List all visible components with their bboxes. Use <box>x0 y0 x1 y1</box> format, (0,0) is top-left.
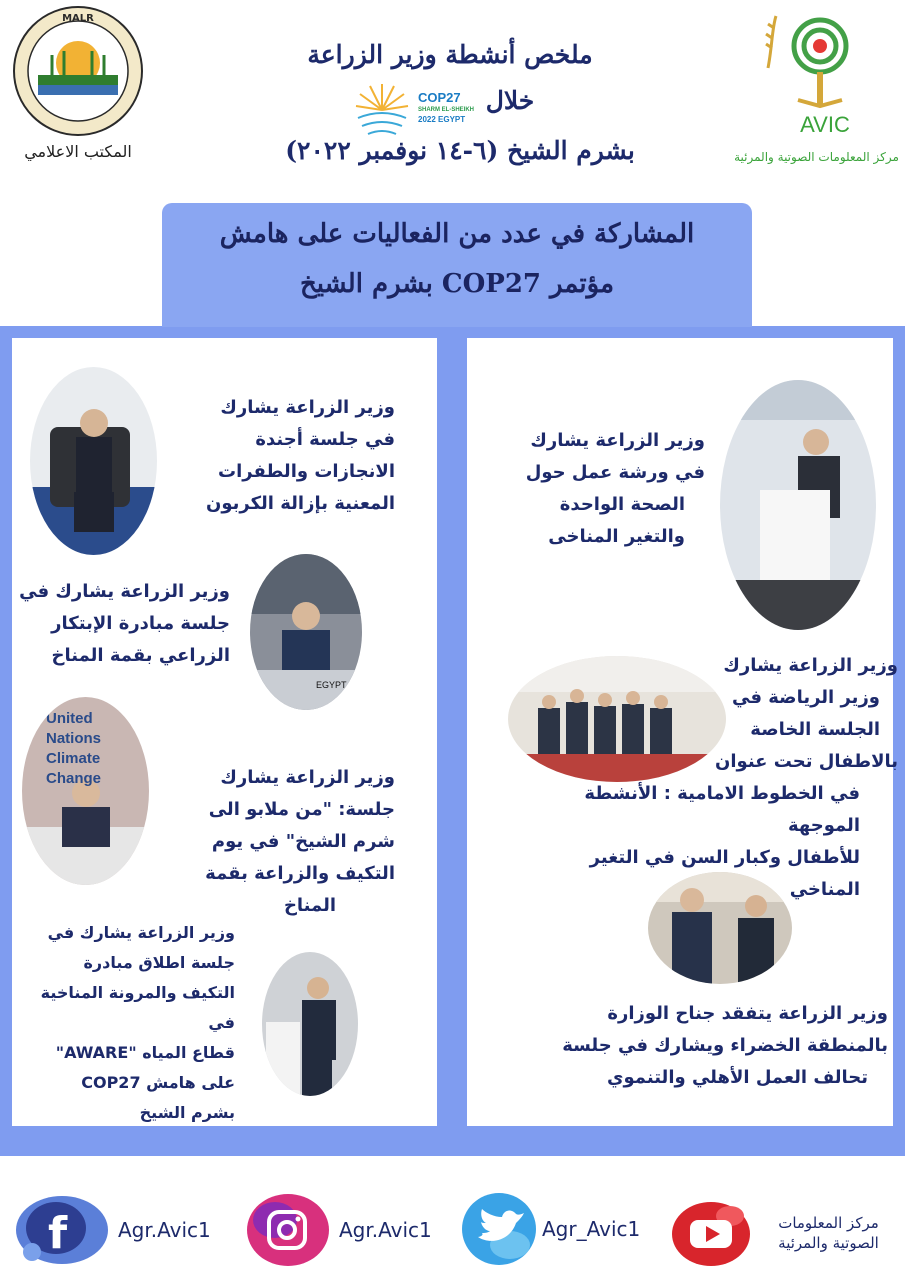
frame-bottom-band <box>0 1126 905 1156</box>
instagram-icon <box>245 1190 331 1270</box>
caption-left-3-line: جلسة: "من ملابو الى <box>208 799 395 820</box>
caption-left-4 <box>15 918 235 1128</box>
caption-left-3-line: شرم الشيخ" في يوم <box>211 831 395 852</box>
header-title-line2: خلال <box>485 86 535 115</box>
twitter-handle: Agr_Avic1 <box>542 1217 641 1241</box>
caption-left-1 <box>170 392 395 520</box>
caption-left-3-line: التكيف والزراعة بقمة <box>205 863 395 884</box>
caption-right-2 <box>520 650 898 906</box>
youtube-label <box>756 1213 901 1253</box>
right-logo <box>760 8 870 148</box>
facebook-link[interactable] <box>12 1190 237 1270</box>
caption-left-4-line: وزير الزراعة يشارك في <box>47 923 235 942</box>
left-logo-caption: المكتب الاعلامي <box>24 142 132 161</box>
caption-left-2-line: جلسة مبادرة الإبتكار <box>51 613 230 634</box>
caption-left-2-line: وزير الزراعة يشارك في <box>19 581 230 602</box>
caption-right-3-line: تحالف العمل الأهلي والتنموي <box>607 1067 868 1088</box>
caption-left-1-line: في جلسة أجندة <box>255 429 395 450</box>
caption-right-2-line: وزير الزراعة يشارك <box>723 655 898 676</box>
caption-left-4-line: بشرم الشيخ <box>139 1103 235 1122</box>
caption-left-4-line: التكيف والمرونة المناخية في <box>40 983 235 1032</box>
caption-left-1-line: المعنية بإزالة الكربون <box>205 493 395 514</box>
frame-center-divider <box>437 326 467 1126</box>
caption-left-2-line: الزراعي بقمة المناخ <box>51 645 230 666</box>
photo-left-3-text: United Nations Climate Change <box>46 710 102 787</box>
caption-right-3-line: بالمنطقة الخضراء ويشارك في جلسة <box>562 1035 888 1056</box>
caption-right-2-line: الجلسة الخاصة <box>750 719 880 740</box>
photo-left-2 <box>250 554 362 710</box>
cop27-logo <box>350 80 480 140</box>
facebook-icon <box>12 1190 112 1270</box>
right-logo-text: AVIC <box>800 112 850 137</box>
banner-line2: مؤتمر COP27 بشرم الشيخ <box>299 269 615 299</box>
youtube-label-line2: الصوتية والمرئية <box>778 1234 879 1252</box>
caption-right-3 <box>520 998 888 1094</box>
caption-right-1-line: في ورشة عمل حول <box>525 462 705 483</box>
left-logo <box>12 5 144 137</box>
left-logo-text: MALR <box>62 13 94 24</box>
instagram-link[interactable] <box>245 1190 460 1270</box>
caption-left-1-line: وزير الزراعة يشارك <box>220 397 395 418</box>
photo-left-4 <box>262 952 358 1096</box>
cop27-logo-line1: COP27 <box>418 90 461 105</box>
caption-right-1-line: وزير الزراعة يشارك <box>530 430 705 451</box>
twitter-link[interactable] <box>460 1188 675 1270</box>
caption-right-2-line: بالاطفال تحت عنوان <box>715 751 898 772</box>
caption-left-4-line: على هامش COP27 <box>81 1073 235 1092</box>
youtube-link[interactable] <box>670 1196 902 1270</box>
photo-left-3 <box>22 697 149 885</box>
caption-left-3-line: المناخ <box>283 895 337 916</box>
youtube-icon <box>670 1198 752 1268</box>
facebook-handle: Agr.Avic1 <box>118 1218 211 1242</box>
caption-left-4-line: قطاع المياه "AWARE" <box>55 1043 235 1062</box>
photo-right-1 <box>720 380 876 630</box>
instagram-handle: Agr.Avic1 <box>339 1218 432 1242</box>
caption-right-2-line: في الخطوط الامامية : الأنشطة الموجهة <box>584 783 860 836</box>
banner-line1: المشاركة في عدد من الفعاليات على هامش <box>219 219 695 249</box>
caption-right-2-line: وزير الرياضة في <box>732 687 880 708</box>
cop27-logo-line2: SHARM EL-SHEIKH <box>418 107 475 113</box>
header-title-line3: بشرم الشيخ (٦-١٤ نوفمبر ٢٠٢٢) <box>285 136 635 165</box>
photo-left-1 <box>30 367 157 555</box>
caption-right-3-line: وزير الزراعة يتفقد جناح الوزارة <box>607 1003 888 1024</box>
caption-left-3 <box>185 762 395 922</box>
youtube-label-line1: مركز المعلومات <box>778 1214 879 1232</box>
caption-left-3-line: وزير الزراعة يشارك <box>220 767 395 788</box>
banner <box>162 203 752 327</box>
caption-right-2-line: للأطفال وكبار السن في التغير المناخي <box>589 847 860 900</box>
svg-text:f: f <box>48 1208 68 1259</box>
caption-right-1-line: والتغير المناخى <box>548 526 685 547</box>
caption-left-4-line: جلسة اطلاق مبادرة <box>83 953 235 972</box>
caption-left-1-line: الانجازات والطفرات <box>217 461 395 482</box>
caption-right-1 <box>495 425 705 553</box>
right-logo-caption: مركز المعلومات الصوتية والمرئية <box>734 150 899 164</box>
photo-left-2-sign: EGYPT <box>316 680 347 690</box>
cop27-logo-line3: 2022 EGYPT <box>418 115 466 124</box>
frame-left-line <box>0 326 12 1126</box>
header-title-line1: ملخص أنشطة وزير الزراعة <box>307 40 593 69</box>
twitter-icon <box>460 1189 538 1269</box>
photo-right-3 <box>648 872 792 984</box>
caption-right-1-line: الصحة الواحدة <box>559 494 685 515</box>
caption-left-2 <box>15 576 230 672</box>
